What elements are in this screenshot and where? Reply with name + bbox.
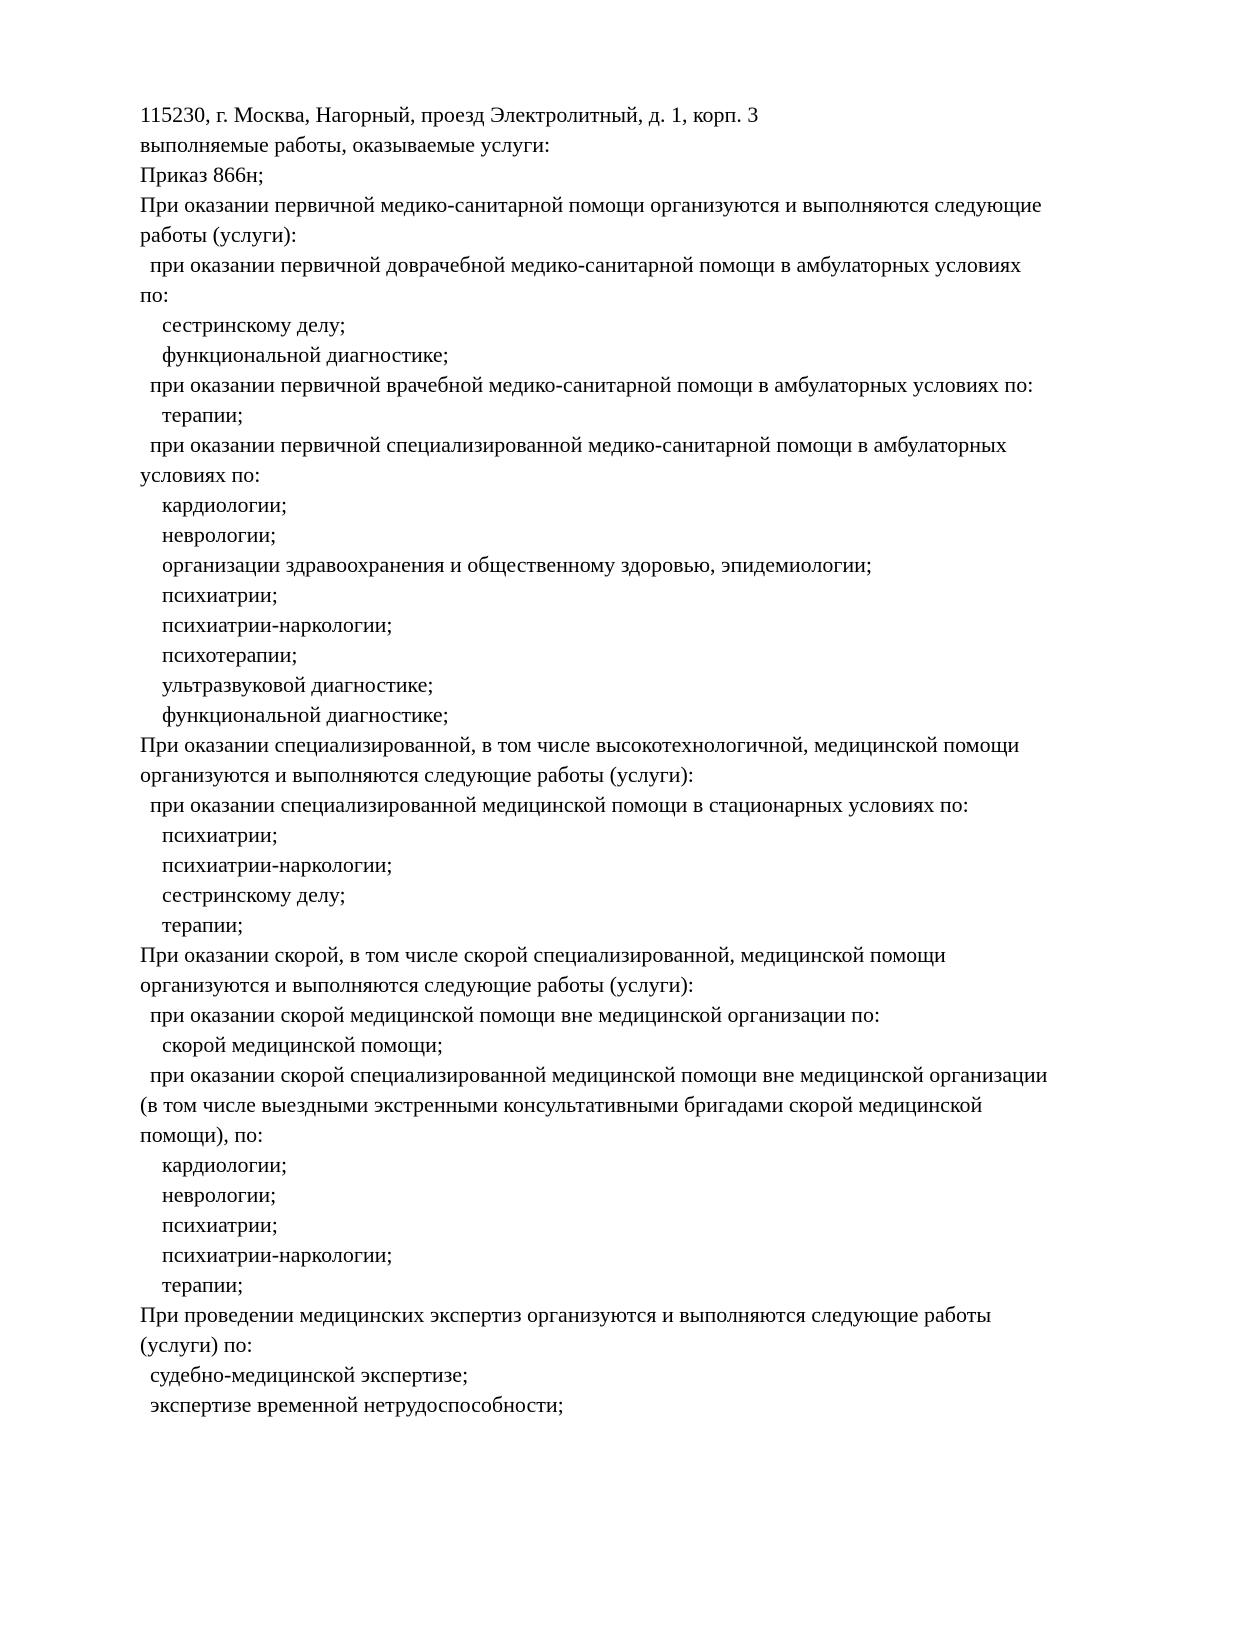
text-line: при оказании скорой специализированной медицинской помощи вне медицинской организации [150,1062,1048,1087]
text-line: ультразвуковой диагностике; [162,672,434,697]
text-line: терапии; [162,402,244,427]
text-line: При оказании специализированной, в том числе высокотехнологичной, медицинской помощи [140,732,1020,757]
text-line: при оказании первичной специализированной медико-санитарной помощи в амбулаторных [150,432,1007,457]
text-line: организации здравоохранения и общественному здоровью, эпидемиологии; [162,552,873,577]
text-line: (услуги) по: [140,1332,253,1357]
text-line: при оказании первичной доврачебной медико-санитарной помощи в амбулаторных условиях [150,252,1022,277]
text-line: функциональной диагностике; [162,342,449,367]
text-line: сестринскому делу; [162,882,346,907]
text-line: организуются и выполняются следующие работы (услуги): [140,972,694,997]
text-line: При оказании скорой, в том числе скорой специализированной, медицинской помощи [140,942,946,967]
text-line: при оказании специализированной медицинской помощи в стационарных условиях по: [150,792,969,817]
text-line: При проведении медицинских экспертиз организуются и выполняются следующие работы [140,1302,992,1327]
text-line: неврологии; [162,522,277,547]
text-line: неврологии; [162,1182,277,1207]
text-line: психиатрии-наркологии; [162,1242,393,1267]
text-line: кардиологии; [162,492,288,517]
text-line: 115230, г. Москва, Нагорный, проезд Электролитный, д. 1, корп. 3 [140,102,759,127]
text-line: терапии; [162,912,244,937]
text-line: терапии; [162,1272,244,1297]
text-line: психиатрии; [162,822,278,847]
text-line: функциональной диагностике; [162,702,449,727]
text-line: судебно-медицинской экспертизе; [150,1362,469,1387]
text-line: кардиологии; [162,1152,288,1177]
text-line: по: [140,282,169,307]
text-line: психиатрии-наркологии; [162,852,393,877]
text-line: при оказании первичной врачебной медико-санитарной помощи в амбулаторных условиях по: [150,372,1034,397]
text-line: работы (услуги): [140,222,297,247]
text-line: При оказании первичной медико-санитарной помощи организуются и выполняются следующие [140,192,1042,217]
text-line: (в том числе выездными экстренными консультативными бригадами скорой медицинской [140,1092,983,1117]
text-line: при оказании скорой медицинской помощи вне медицинской организации по: [150,1002,881,1027]
text-line: психотерапии; [162,642,298,667]
text-line: Приказ 866н; [140,162,264,187]
text-line: психиатрии; [162,1212,278,1237]
text-line: скорой медицинской помощи; [162,1032,444,1057]
text-line: условиях по: [140,462,261,487]
text-line: сестринскому делу; [162,312,346,337]
text-line: психиатрии-наркологии; [162,612,393,637]
text-line: экспертизе временной нетрудоспособности; [150,1392,564,1417]
text-line: организуются и выполняются следующие работы (услуги): [140,762,694,787]
text-line: помощи), по: [140,1122,264,1147]
text-line: психиатрии; [162,582,278,607]
text-line: выполняемые работы, оказываемые услуги: [140,132,551,157]
document-text [140,100,1180,1420]
